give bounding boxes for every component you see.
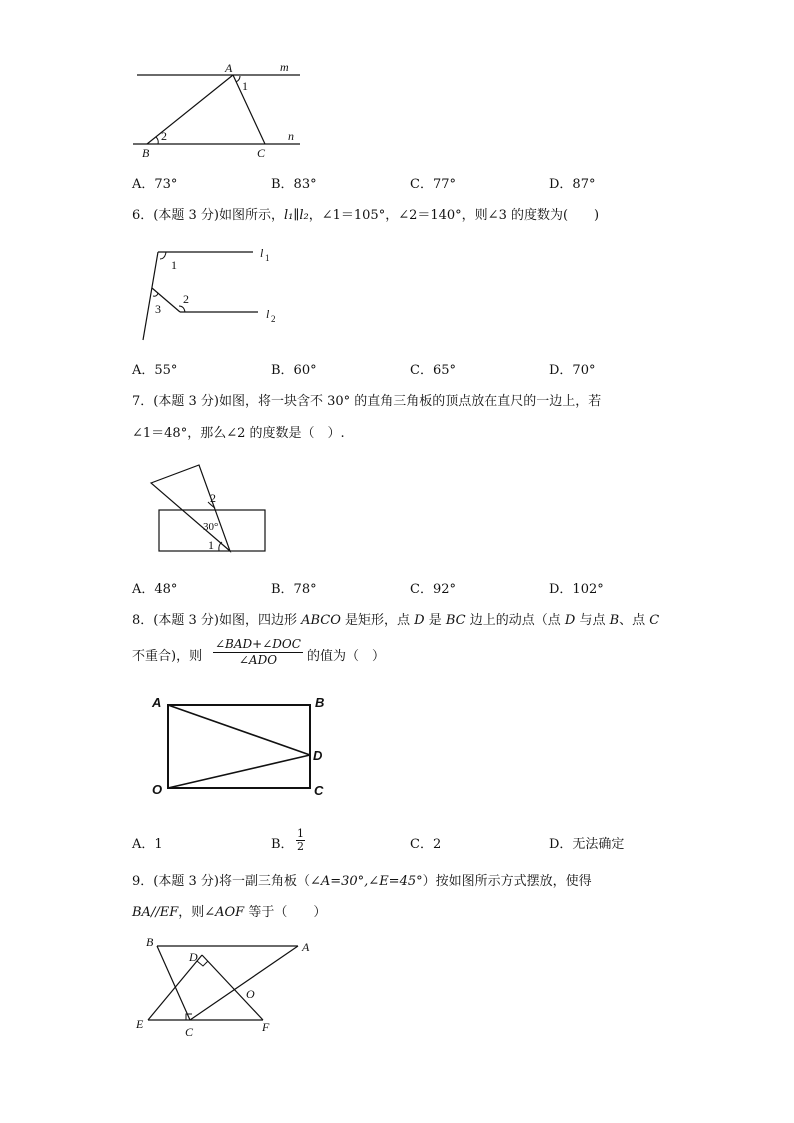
options-q8	[132, 833, 652, 851]
label-angle-1: 1	[208, 538, 214, 552]
options-q6	[132, 359, 652, 377]
q6-parallel: ∥	[293, 208, 300, 223]
option-b-prefix: B．	[271, 837, 294, 852]
label-m: m	[280, 60, 289, 74]
q6-prefix: 6．(本题 3 分)如图所示，	[132, 208, 284, 223]
option-d[interactable]: D．无法确定	[549, 837, 625, 852]
segment-bc	[157, 946, 190, 1020]
fraction-angles	[213, 637, 303, 668]
angle-1-arc	[160, 252, 166, 259]
fraction-numerator: ∠BAD+∠DOC	[215, 637, 301, 651]
option-c[interactable]: C．92°	[410, 582, 456, 597]
label-f: F	[262, 1020, 270, 1034]
question-9-line-1	[132, 870, 592, 889]
q9-text-d: 等于（ ）	[244, 905, 327, 920]
label-e: E	[136, 1017, 144, 1031]
label-30-deg: 30°	[203, 521, 219, 533]
options-q7	[132, 578, 652, 596]
option-d[interactable]: D．87°	[549, 177, 596, 192]
q8-d: D	[414, 613, 425, 628]
set-square	[151, 465, 230, 551]
label-angle-2: 2	[161, 129, 167, 143]
label-angle-2: 2	[183, 292, 189, 306]
question-6-text	[132, 204, 599, 223]
question-8-line-2-suffix: 的值为（ ）	[307, 649, 386, 664]
label-b: B	[146, 935, 154, 949]
label-angle-2: 2	[210, 491, 216, 505]
rectangle-abco	[168, 705, 310, 788]
q8-b: B	[609, 613, 620, 628]
q8-text-b: 是矩形，点	[340, 613, 415, 628]
label-c: C	[314, 783, 324, 798]
segment-ac	[233, 75, 265, 144]
option-a[interactable]: A．48°	[132, 582, 178, 597]
question-7-line-1: 7．(本题 3 分)如图，将一块含不 30° 的直角三角板的顶点放在直尺的一边上，若	[132, 394, 602, 409]
label-c: C	[185, 1025, 194, 1039]
q8-text-c: 是	[424, 613, 446, 628]
question-8-line-1	[132, 609, 659, 628]
angle-3-arc	[153, 293, 158, 296]
label-angle-3: 3	[155, 302, 161, 316]
segment-ab	[147, 75, 233, 144]
option-c[interactable]: C．2	[410, 837, 442, 852]
option-a[interactable]: A．73°	[132, 177, 178, 192]
segment-ad	[168, 705, 310, 755]
label-angle-1: 1	[242, 79, 248, 93]
q9-text-c: ，则	[178, 905, 205, 920]
label-l1-sub: 1	[265, 253, 270, 263]
option-a[interactable]: A．55°	[132, 363, 178, 378]
q6-l1: l₁	[283, 208, 294, 223]
option-c[interactable]: C．65°	[410, 363, 456, 378]
option-b-numerator: 1	[297, 827, 304, 840]
option-a[interactable]: A．1	[132, 837, 163, 852]
q9-angles: ∠A=30°,∠E=45°	[309, 874, 423, 889]
q8-c: C	[649, 613, 660, 628]
label-a: A	[302, 940, 310, 954]
angle-2-arc	[179, 306, 185, 312]
q9-text-a: 9．(本题 3 分)将一副三角板（	[132, 874, 310, 889]
q9-text-b: ）按如图所示方式摆放，使得	[422, 874, 592, 889]
label-angle-1: 1	[171, 258, 177, 272]
option-d[interactable]: D．102°	[549, 582, 604, 597]
q8-text-e: 与点	[575, 613, 610, 628]
option-b-fraction	[296, 828, 305, 853]
question-9-line-2	[132, 901, 326, 920]
label-b: B	[142, 146, 150, 160]
option-d[interactable]: D．70°	[549, 363, 596, 378]
q8-abco: ABCO	[301, 613, 341, 628]
label-n: n	[288, 129, 294, 143]
option-b[interactable]: B．60°	[271, 363, 317, 378]
figure-q5-parallel-lines	[130, 58, 310, 163]
label-a: A	[225, 61, 233, 75]
options-q5	[132, 173, 652, 191]
label-l2-sub: 2	[271, 314, 276, 324]
q6-rest: ，∠1＝105°，∠2＝140°，则∠3 的度数为( )	[308, 208, 600, 223]
q9-ba-ef: BA//EF	[132, 905, 179, 920]
angle-1-arc	[236, 76, 240, 82]
segment-od	[168, 755, 310, 788]
figure-q7-ruler-triangle	[145, 462, 275, 562]
angle-2-arc	[156, 137, 158, 144]
label-d: D	[189, 950, 198, 964]
option-c[interactable]: C．77°	[410, 177, 456, 192]
label-a: A	[152, 695, 162, 710]
label-o: O	[246, 987, 255, 1001]
figure-q8-rectangle	[148, 690, 358, 805]
label-l2: l	[266, 307, 270, 321]
q8-d2: D	[564, 613, 576, 628]
figure-q6-parallel-lines	[138, 240, 288, 345]
option-b[interactable]: B．78°	[271, 582, 317, 597]
q8-bc: BC	[445, 613, 466, 628]
q8-text-a: 8．(本题 3 分)如图，四边形	[132, 613, 302, 628]
right-angle-d	[197, 961, 208, 966]
label-b: B	[315, 695, 325, 710]
q6-l2: l₂	[299, 208, 309, 223]
q8-text-d: 边上的动点（点	[465, 613, 565, 628]
option-b-denominator: 2	[297, 840, 304, 853]
label-d: D	[313, 748, 323, 763]
question-7-line-2: ∠1＝48°，那么∠2 的度数是（ ）.	[132, 426, 345, 441]
q9-aof: ∠AOF	[204, 905, 245, 920]
segment-ca	[190, 946, 298, 1020]
q8-text-f: 、点	[619, 613, 650, 628]
fraction-denominator: ∠ADO	[238, 653, 278, 667]
label-l1: l	[260, 246, 264, 260]
option-b[interactable]	[271, 833, 294, 852]
figure-q9-set-squares	[130, 930, 320, 1045]
label-c: C	[257, 146, 266, 160]
option-b[interactable]: B．83°	[271, 177, 317, 192]
question-8-line-2-prefix: 不重合)，则	[132, 649, 203, 664]
segment-ed	[148, 955, 202, 1020]
label-o: O	[152, 782, 163, 797]
